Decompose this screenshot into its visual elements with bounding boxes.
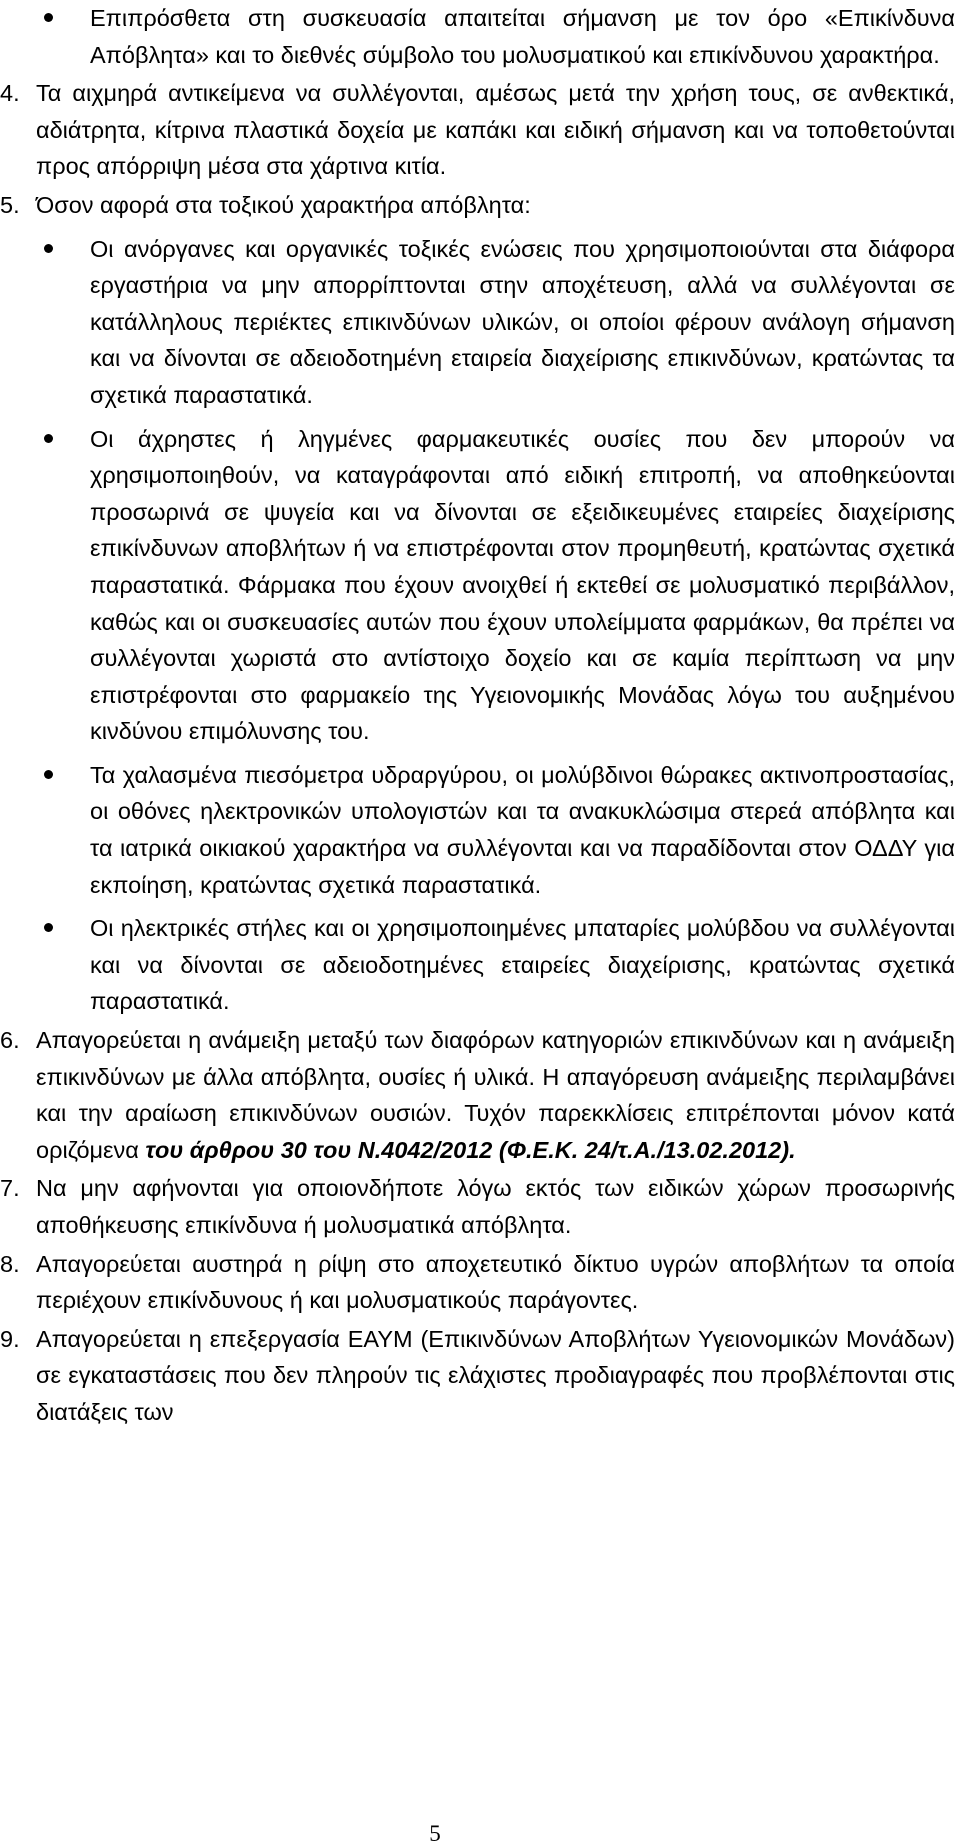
bullet-text: Οι ηλεκτρικές στήλες και οι χρησιμοποιημένες μπαταρίες μολύβδου να συλλέγονται και να δίνονται σε αδειοδοτημένες εταιρείες διαχείρισης, κρατώντας σχετικά παραστατικά. — [90, 915, 955, 1015]
item-text: Απαγορεύεται η ανάμειξη μεταξύ των διαφόρων κατηγοριών επικινδύνων και η ανάμειξη επικινδύνων με άλλα απόβλητα, ουσίες ή υλικά. Η απαγόρευση ανάμειξης περιλαμβάνει και την αραίωση επικινδύνων ουσιών. Τυχόν παρεκκλίσεις επιτρέπονται μόνον κατά οριζόμενα — [36, 1027, 955, 1163]
item-number: 6. — [0, 1027, 20, 1054]
item-text: Απαγορεύεται αυστηρά η ρίψη στο αποχετευτικό δίκτυο υγρών αποβλήτων τα οποία περιέχουν επικίνδυνους ή και μολυσματικούς παράγοντες. — [36, 1250, 955, 1314]
bullet-text: Επιπρόσθετα στη συσκευασία απαιτείται σήμανση με τον όρο «Επικίνδυνα Απόβλητα» και το διεθνές σύμβολο του μολυσματικού και επικίνδυνου χαρακτήρα. — [90, 5, 955, 68]
bullet-dot-icon — [44, 770, 53, 779]
item-text: Απαγορεύεται η επεξεργασία ΕΑΥΜ (Επικινδύνων Αποβλήτων Υγειονομικών Μονάδων) σε εγκαταστάσεις που δεν πληρούν τις ελάχιστες προδιαγραφές που προβλέπονται στις διατάξεις των — [36, 1325, 955, 1425]
list-item-8 — [0, 1246, 960, 1319]
item-number: 9. — [0, 1325, 20, 1352]
bullet-dot-icon — [44, 13, 53, 22]
bullet-text: Οι άχρηστες ή ληγμένες φαρμακευτικές ουσίες που δεν μπορούν να χρησιμοποιηθούν, να καταγράφονται από ειδική επιτροπή, να αποθηκεύονται προσωρινά σε ψυγεία και να δίνονται σε εξειδικευμένες εταιρείες διαχείρισης επικίνδυνων αποβλήτων ή να επιστρέφονται στον προμηθευτή, κρατώντας σχετικά παραστατικά. Φάρμακα που έχουν ανοιχθεί ή εκτεθεί σε μολυσματικό περιβάλλον, καθώς και οι συσκευασίες αυτών που έχουν υπολείμματα φαρμάκων, θα πρέπει να συλλέγονται χωριστά στο αντίστοιχο δοχείο και σε καμία περίπτωση να μην επιστρέφονται στο φαρμακείο της Υγειονομικής Μονάδας λόγω του αυξημένου κινδύνου επιμόλυνσης του. — [90, 425, 955, 745]
toxic-bullet-batteries — [0, 910, 960, 1020]
bullet-dot-icon — [44, 434, 53, 443]
item-text: Όσον αφορά στα τοξικού χαρακτήρα απόβλητα: — [36, 191, 531, 218]
list-item-6 — [0, 1022, 960, 1168]
item-number: 4. — [0, 80, 20, 107]
item-number: 7. — [0, 1175, 20, 1202]
list-item-9 — [0, 1321, 960, 1431]
page-number: 5 — [429, 1821, 441, 1846]
law-reference: του άρθρου 30 του Ν.4042/2012 (Φ.Ε.Κ. 24/τ.Α./13.02.2012) — [145, 1136, 790, 1163]
toxic-bullet-inorganic — [0, 231, 960, 414]
packaging-label-bullet — [0, 0, 960, 73]
bullet-text: Οι ανόργανες και οργανικές τοξικές ενώσεις που χρησιμοποιούνται στα διάφορα εργαστήρια να μην απορρίπτονται στην αποχέτευση, αλλά να συλλέγονται σε κατάλληλους περιέκτες επικινδύνων υλικών, οι οποίοι φέρουν ανάλογη σήμανση και να δίνονται σε αδειοδοτημένη εταιρεία διαχείρισης επικινδύνων, κρατώντας τα σχετικά παραστατικά. — [90, 235, 955, 408]
list-item-4 — [0, 75, 960, 185]
item-text: Να μην αφήνονται για οποιονδήποτε λόγω εκτός των ειδικών χώρων προσωρινής αποθήκευσης επικίνδυνα ή μολυσματικά απόβλητα. — [36, 1175, 955, 1238]
item-text: Τα αιχμηρά αντικείμενα να συλλέγονται, αμέσως μετά την χρήση τους, σε ανθεκτικά, αδιάτρητα, κίτρινα πλαστικά δοχεία με καπάκι και ειδική σήμανση και να τοποθετούνται προς απόρριψη μέσα στα χάρτινα κιτία. — [36, 80, 955, 180]
toxic-bullet-pharmaceutical — [0, 421, 960, 750]
bullet-dot-icon — [44, 244, 53, 253]
list-item-5 — [0, 187, 960, 224]
law-reference-end: . — [789, 1136, 796, 1163]
item-number: 8. — [0, 1250, 20, 1277]
item-number: 5. — [0, 191, 20, 218]
bullet-dot-icon — [44, 923, 53, 932]
list-item-7 — [0, 1170, 960, 1243]
toxic-bullet-mercury — [0, 757, 960, 903]
bullet-text: Τα χαλασμένα πιεσόμετρα υδραργύρου, οι μολύβδινοι θώρακες ακτινοπροστασίας, οι οθόνες ηλεκτρονικών υπολογιστών και τα ανακυκλώσιμα στερεά απόβλητα και τα ιατρικά οικιακού χαρακτήρα να συλλέγονται και να παραδίδονται στον ΟΔΔΥ για εκποίηση, κρατώντας σχετικά παραστατικά. — [90, 761, 955, 898]
